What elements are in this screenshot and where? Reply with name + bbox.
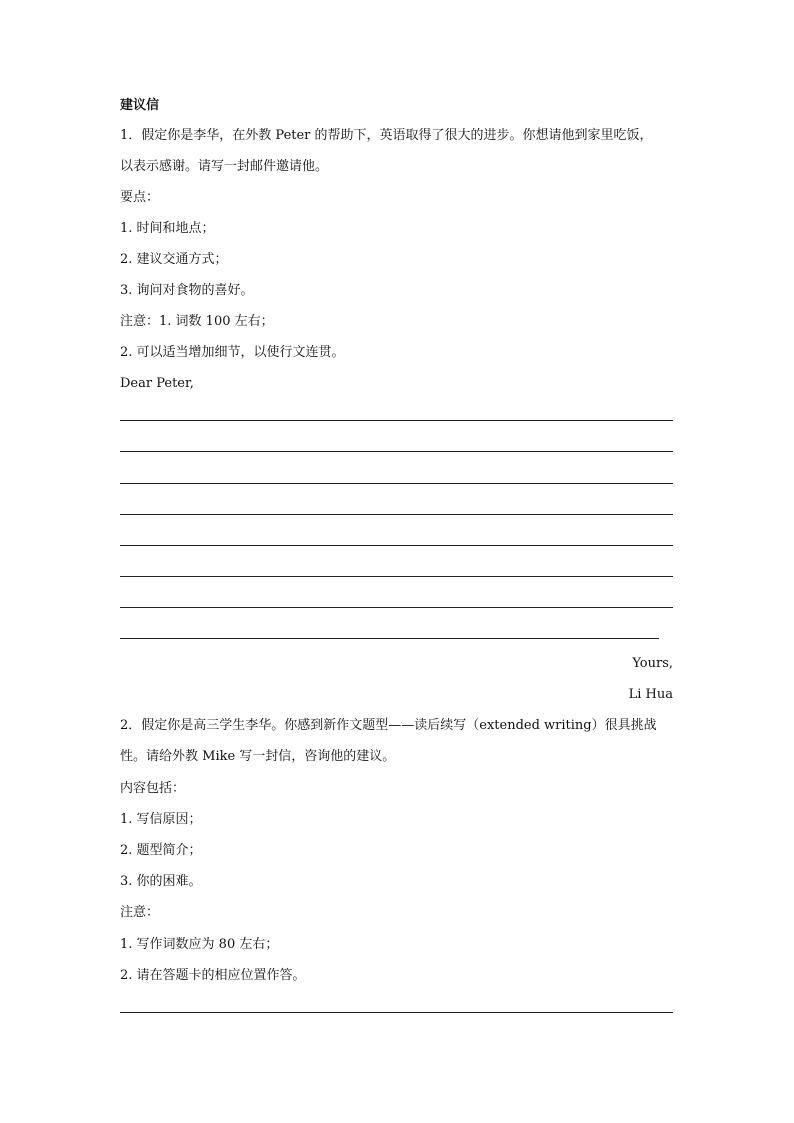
q2-item-2: 2. 题型简介； xyxy=(120,843,202,858)
q1-answer-line[interactable] xyxy=(120,607,673,608)
q1-point-2: 2. 建议交通方式； xyxy=(120,252,228,267)
q2-note-2: 2. 请在答题卡的相应位置作答。 xyxy=(120,968,306,983)
q2-notes-label: 注意： xyxy=(120,905,160,920)
q1-point-1: 1. 时间和地点； xyxy=(120,221,215,236)
q1-answer-line[interactable] xyxy=(120,638,659,639)
q1-salutation: Dear Peter, xyxy=(120,376,194,391)
q2-item-1: 1. 写信原因； xyxy=(120,812,202,827)
q1-signature: Li Hua xyxy=(628,687,673,702)
q1-prompt-line-2: 以表示感谢。请写一封邮件邀请他。 xyxy=(120,159,329,174)
q2-answer-line[interactable] xyxy=(120,1012,673,1013)
q1-note-1: 注意：1. 词数 100 左右； xyxy=(120,314,274,329)
q1-answer-line[interactable] xyxy=(120,451,673,452)
q1-points-label: 要点： xyxy=(120,190,160,205)
q1-answer-line[interactable] xyxy=(120,545,673,546)
q1-point-3: 3. 询问对食物的喜好。 xyxy=(120,283,254,298)
q1-answer-line[interactable] xyxy=(120,420,673,421)
q1-answer-line[interactable] xyxy=(120,483,673,484)
q2-prompt-line-2: 性。请给外教 Mike 写一封信，咨询他的建议。 xyxy=(120,749,396,764)
q1-note-2: 2. 可以适当增加细节，以使行文连贯。 xyxy=(120,345,345,360)
q1-answer-line[interactable] xyxy=(120,514,673,515)
q1-prompt-line-1: 1．假定你是李华，在外教 Peter 的帮助下，英语取得了很大的进步。你想请他到家里吃饭， xyxy=(120,128,653,143)
q2-content-label: 内容包括： xyxy=(120,781,186,796)
q1-answer-line[interactable] xyxy=(120,576,673,577)
q2-prompt-line-1: 2．假定你是高三学生李华。你感到新作文题型——读后续写（extended writing）很具挑战 xyxy=(120,718,657,733)
q1-closing: Yours, xyxy=(632,656,673,671)
q2-note-1: 1. 写作词数应为 80 左右； xyxy=(120,937,279,952)
section-heading: 建议信 xyxy=(120,98,160,113)
q2-item-3: 3. 你的困难。 xyxy=(120,874,202,889)
